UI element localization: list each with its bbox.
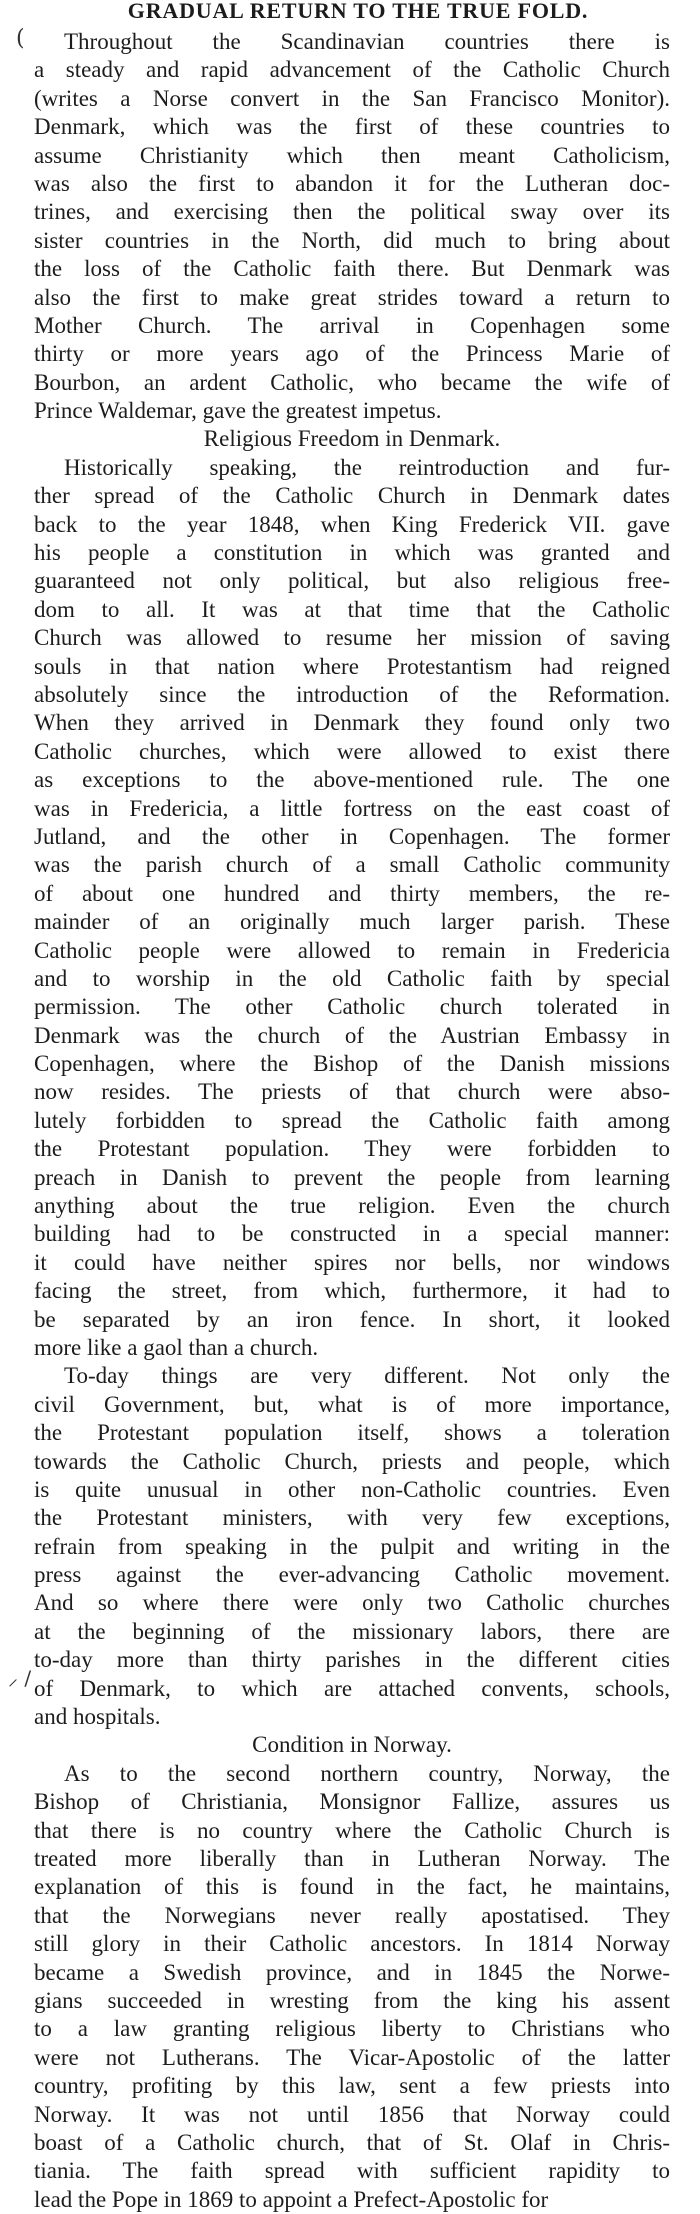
text-line: permission. The other Catholic church tolerated in [34, 994, 670, 1020]
text-line: that there is no country where the Catholic Church is [34, 1817, 670, 1843]
text-line: Copenhagen, where the Bishop of the Danish missions [34, 1051, 670, 1077]
text-line: Prince Waldemar, gave the greatest impetus. [34, 398, 442, 424]
text-line: tiania. The faith spread with sufficient rapidity to [34, 2158, 670, 2184]
text-line: Church was allowed to resume her mission of saving [34, 625, 670, 651]
text-line: Mother Church. The arrival in Copenhagen some [34, 312, 670, 338]
paragraph [34, 28, 670, 425]
text-line: to a law granting religious liberty to Christians who [34, 2016, 670, 2042]
text-line: of Denmark, to which are attached convents, schools, [34, 1675, 670, 1701]
text-line: and to worship in the old Catholic faith by special [34, 965, 670, 991]
text-line: civil Government, but, what is of more importance, [34, 1391, 670, 1417]
text-line: press against the ever-advancing Catholic movement. [34, 1562, 670, 1588]
text-line: a steady and rapid advancement of the Catholic Church [34, 57, 670, 83]
margin-mark-top: ( [16, 26, 25, 51]
text-line: sister countries in the North, did much to bring about [34, 227, 670, 253]
text-line: (writes a Norse convert in the San Francisco Monitor). [34, 85, 670, 111]
text-line: dom to all. It was at that time that the Catholic [34, 596, 670, 622]
text-line: And so where there were only two Catholic churches [34, 1590, 670, 1616]
text-line: it could have neither spires nor bells, nor windows [34, 1249, 670, 1275]
text-line: now resides. The priests of that church were abso- [34, 1079, 670, 1105]
text-line: became a Swedish province, and in 1845 the Norwe- [34, 1959, 670, 1985]
text-line: at the beginning of the missionary labors, there are [34, 1618, 670, 1644]
text-line: treated more liberally than in Lutheran Norway. The [34, 1846, 670, 1871]
text-line: explanation of this is found in the fact, he maintains, [34, 1874, 670, 1900]
text-line: refrain from speaking in the pulpit and writing in the [34, 1533, 670, 1559]
text-line: ther spread of the Catholic Church in Denmark dates [34, 483, 670, 509]
text-line: still glory in their Catholic ancestors. In 1814 Norway [34, 1931, 670, 1957]
text-line: more like a gaol than a church. [34, 1334, 319, 1360]
text-line: Denmark was the church of the Austrian Embassy in [34, 1022, 670, 1048]
margin-mark-bottom: ⸝ / [8, 1666, 32, 1690]
article-title: GRADUAL RETURN TO THE TRUE FOLD. [127, 0, 589, 23]
text-line: his people a constitution in which was granted and [34, 540, 670, 566]
text-line: is quite unusual in other non-Catholic countries. Even [34, 1476, 670, 1502]
text-line: Denmark, which was the first of these countries to [34, 114, 670, 140]
text-line: the Protestant population. They were forbidden to [34, 1136, 670, 1162]
text-line: was in Fredericia, a little fortress on the east coast of [34, 795, 670, 821]
text-line: was also the first to abandon it for the Lutheran doc- [34, 170, 670, 196]
text-line: the Protestant population itself, shows a toleration [34, 1420, 670, 1446]
text-line: absolutely since the introduction of the Reformation. [34, 681, 670, 707]
text-line: preach in Danish to prevent the people from learning [34, 1164, 670, 1190]
text-line: lutely forbidden to spread the Catholic faith among [34, 1107, 670, 1133]
text-line: boast of a Catholic church, that of St. Olaf in Chris- [34, 2129, 670, 2155]
text-line: thirty or more years ago of the Princess Marie of [34, 341, 670, 367]
text-line: Throughout the Scandinavian countries there is [64, 29, 670, 54]
text-line: souls in that nation where Protestantism had reigned [34, 653, 670, 679]
text-line: and hospitals. [34, 1704, 161, 1730]
text-line: Jutland, and the other in Copenhagen. The former [34, 823, 670, 849]
text-line: towards the Catholic Church, priests and people, which [34, 1448, 670, 1474]
section-heading: Condition in Norway. [252, 1732, 452, 1758]
paragraph [34, 454, 670, 1363]
paragraph [34, 1362, 670, 1731]
paragraph [34, 1760, 670, 2214]
text-line: assume Christianity which then meant Catholicism, [34, 142, 670, 168]
text-line: the Protestant ministers, with very few exceptions, [34, 1505, 670, 1531]
text-line: to-day more than thirty parishes in the different cities [34, 1647, 670, 1673]
text-line: also the first to make great strides toward a return to [34, 284, 670, 310]
text-line: country, profiting by this law, sent a few priests into [34, 2073, 670, 2099]
text-line: lead the Pope in 1869 to appoint a Prefect-Apostolic for [34, 2186, 549, 2212]
text-line: as exceptions to the above-mentioned rule. The one [34, 767, 670, 793]
text-line: building had to be constructed in a special manner: [34, 1221, 670, 1247]
article-content [34, 28, 670, 2214]
text-line: Catholic churches, which were allowed to exist there [34, 738, 670, 764]
text-line: Historically speaking, the reintroduction and fur- [64, 454, 670, 480]
text-line: guaranteed not only political, but also religious free- [34, 568, 670, 594]
article-body [34, 0, 670, 2214]
text-line: of about one hundred and thirty members, the re- [34, 880, 670, 906]
text-line: was the parish church of a small Catholic community [34, 852, 670, 878]
text-line: gians succeeded in wresting from the king his assent [34, 1987, 670, 2013]
text-line: were not Lutherans. The Vicar-Apostolic of the latter [34, 2044, 670, 2070]
text-line: Bishop of Christiania, Monsignor Fallize, assures us [34, 1789, 670, 1815]
text-line: As to the second northern country, Norway, the [64, 1760, 670, 1786]
text-line: mainder of an originally much larger parish. These [34, 909, 670, 935]
text-line: back to the year 1848, when King Frederick VII. gave [34, 511, 670, 537]
text-line: anything about the true religion. Even the church [34, 1193, 670, 1219]
text-line: Norway. It was not until 1856 that Norway could [34, 2101, 670, 2127]
text-line: Bourbon, an ardent Catholic, who became the wife of [34, 369, 670, 395]
text-line: Catholic people were allowed to remain in Fredericia [34, 937, 670, 963]
text-line: that the Norwegians never really apostatised. They [34, 1902, 670, 1928]
section-heading: Religious Freedom in Denmark. [203, 426, 501, 452]
text-line: the loss of the Catholic faith there. But Denmark was [34, 256, 670, 282]
text-line: To-day things are very different. Not only the [64, 1363, 670, 1389]
text-line: When they arrived in Denmark they found only two [34, 710, 670, 736]
text-line: trines, and exercising then the political sway over its [34, 199, 670, 225]
text-line: facing the street, from which, furthermore, it had to [34, 1278, 670, 1304]
text-line: be separated by an iron fence. In short, it looked [34, 1306, 670, 1332]
